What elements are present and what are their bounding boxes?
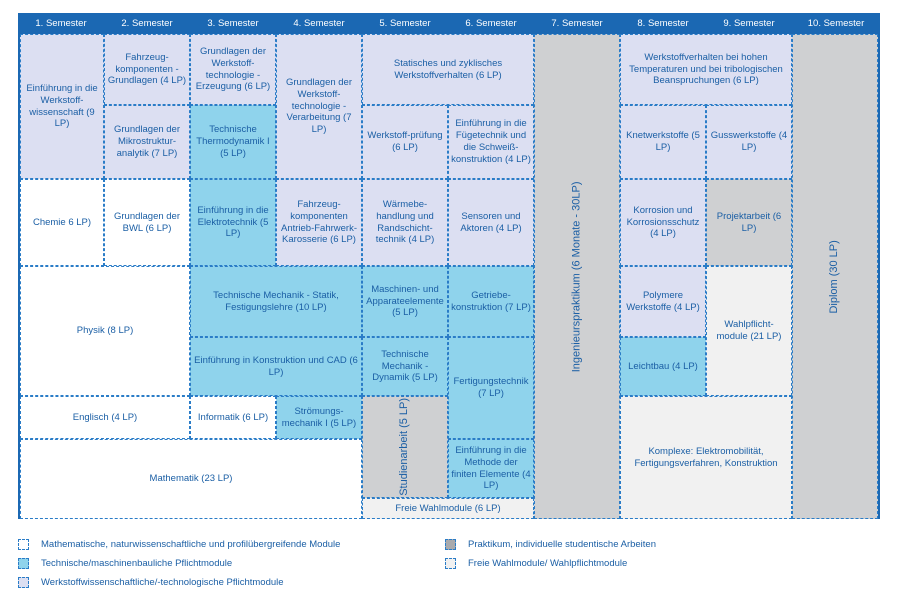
module-mikrostrukturanalytik: Grundlagen der Mikrostruktur-analytik (7 LP) (104, 105, 190, 179)
legend-swatch (445, 558, 456, 569)
module-finite-elemente: Einführung in die Methode der finiten Elemente (4 LP) (448, 439, 534, 498)
study-plan-grid (18, 13, 880, 519)
module-grundlagen-bwl: Grundlagen der BWL (6 LP) (104, 179, 190, 266)
legend-swatch (18, 577, 29, 588)
module-werkstoffpruefung: Werkstoff-prüfung (6 LP) (362, 105, 448, 179)
semester-header-1: 1. Semester (35, 17, 87, 29)
module-einfuehrung-werkstoffwissenschaft: Einführung in die Werkstoff-wissenschaft (9 LP) (20, 34, 104, 179)
legend-label: Freie Wahlmodule/ Wahlpflichtmodule (468, 558, 628, 569)
legend-label: Mathematische, naturwissenschaftliche und profilübergreifende Module (41, 539, 341, 550)
semester-header-9: 9. Semester (723, 17, 775, 29)
module-komplexe: Komplexe: Elektromobilität, Fertigungsverfahren, Konstruktion (620, 396, 792, 519)
module-technische-mechanik-statik: Technische Mechanik - Statik, Festigungslehre (10 LP) (190, 266, 362, 337)
module-knetwerkstoffe: Knetwerkstoffe (5 LP) (620, 105, 706, 179)
module-technische-mechanik-dynamik: Technische Mechanik - Dynamik (5 LP) (362, 337, 448, 396)
module-leichtbau: Leichtbau (4 LP) (620, 337, 706, 396)
module-ingenieurspraktikum: Ingenieurspraktikum (6 Monate - 30LP) (534, 34, 620, 519)
module-informatik: Informatik (6 LP) (190, 396, 276, 439)
module-korrosion: Korrosion und Korrosionsschutz (4 LP) (620, 179, 706, 266)
module-konstruktion-cad: Einführung in Konstruktion und CAD (6 LP) (190, 337, 362, 396)
semester-header-8: 8. Semester (637, 17, 689, 29)
module-maschinen-apparateelemente: Maschinen- und Apparateelemente (5 LP) (362, 266, 448, 337)
module-sensoren-aktoren: Sensoren und Aktoren (4 LP) (448, 179, 534, 266)
module-diplom: Diplom (30 LP) (792, 34, 878, 519)
module-werkstofftechnologie-erzeugung: Grundlagen der Werkstoff-technologie - Erzeugung (6 LP) (190, 34, 276, 105)
module-waermebehandlung: Wärmebe-handlung und Randschicht-technik (4 LP) (362, 179, 448, 266)
legend-item-technisch (18, 558, 232, 569)
module-chemie: Chemie 6 LP) (20, 179, 104, 266)
module-studienarbeit: Studienarbeit (5 LP) (362, 396, 448, 498)
legend-swatch (18, 539, 29, 550)
semester-header-6: 6. Semester (465, 17, 517, 29)
legend-label: Technische/maschinenbauliche Pflichtmodule (41, 558, 233, 569)
legend-item-praktikum (445, 539, 656, 550)
module-statisches-zyklisches-werkstoffverhalten: Statisches und zyklisches Werkstoffverhalten (6 LP) (362, 34, 534, 105)
module-fahrzeugkomponenten-antrieb: Fahrzeug-komponenten Antrieb-Fahrwerk-Karosserie (6 LP) (276, 179, 362, 266)
module-physik: Physik (8 LP) (20, 266, 190, 396)
module-gusswerkstoffe: Gusswerkstoffe (4 LP) (706, 105, 792, 179)
legend-label: Werkstoffwissenschaftliche/-technologische Pflichtmodule (41, 577, 284, 588)
semester-header-3: 3. Semester (207, 17, 259, 29)
module-projektarbeit: Projektarbeit (6 LP) (706, 179, 792, 266)
module-werkstofftechnologie-verarbeitung: Grundlagen der Werkstoff-technologie - Verarbeitung (7 LP) (276, 34, 362, 179)
module-freie-wahlmodule: Freie Wahlmodule (6 LP) (362, 498, 534, 519)
module-fuegetechnik: Einführung in die Fügetechnik und die Schweiß-konstruktion (4 LP) (448, 105, 534, 179)
module-englisch: Englisch (4 LP) (20, 396, 190, 439)
semester-header-10: 10. Semester (807, 17, 865, 29)
module-getriebekonstruktion: Getriebe-konstruktion (7 LP) (448, 266, 534, 337)
module-mathematik: Mathematik (23 LP) (20, 439, 362, 519)
semester-header-7: 7. Semester (551, 17, 603, 29)
module-wahlpflichtmodule: Wahlpflicht-module (21 LP) (706, 266, 792, 396)
semester-header-2: 2. Semester (121, 17, 173, 29)
module-werkstoffverhalten-hohe-temperaturen: Werkstoffverhalten bei hohen Temperaturen und bei tribologischen Beanspruchungen (6 LP) (620, 34, 792, 105)
semester-header-4: 4. Semester (293, 17, 345, 29)
legend-item-wahlmodule (445, 558, 627, 569)
module-fahrzeugkomponenten-grundlagen: Fahrzeug-komponenten - Grundlagen (4 LP) (104, 34, 190, 105)
semester-header-5: 5. Semester (379, 17, 431, 29)
legend-swatch (18, 558, 29, 569)
module-stroemungsmechanik: Strömungs-mechanik I (5 LP) (276, 396, 362, 439)
legend-item-mathematik (18, 539, 340, 550)
module-elektrotechnik: Einführung in die Elektrotechnik (5 LP) (190, 179, 276, 266)
legend-label: Praktikum, individuelle studentische Arbeiten (468, 539, 656, 550)
module-technische-thermodynamik: Technische Thermodynamik I (5 LP) (190, 105, 276, 179)
legend-item-werkstoff (18, 577, 284, 588)
module-fertigungstechnik: Fertigungstechnik (7 LP) (448, 337, 534, 439)
legend-swatch (445, 539, 456, 550)
module-polymere-werkstoffe: Polymere Werkstoffe (4 LP) (620, 266, 706, 337)
